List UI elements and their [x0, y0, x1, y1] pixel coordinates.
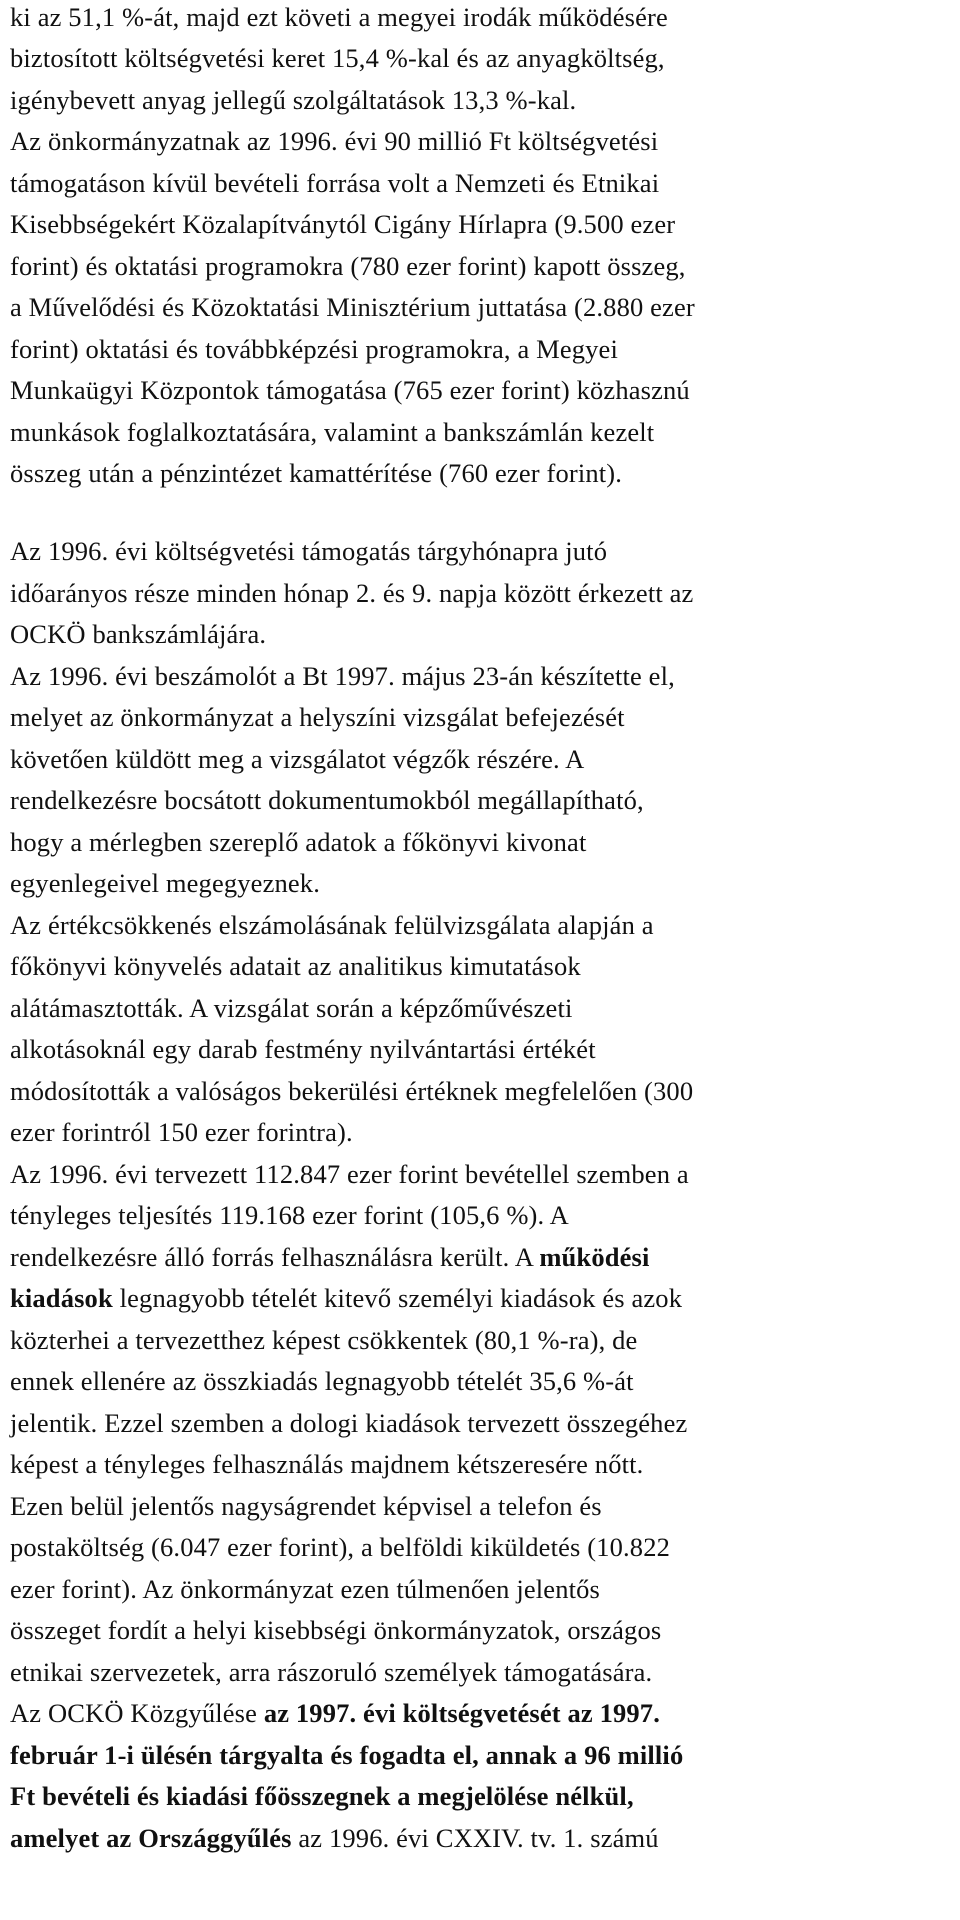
text-line: [10, 1700, 660, 1727]
text-line: [10, 1617, 661, 1644]
text-line: [10, 1825, 659, 1852]
text-line: [10, 746, 584, 773]
text-run: főkönyvi könyvelés adatait az analitikus kimutatások: [10, 951, 581, 981]
text-run: postaköltség (6.047 ezer forint), a belföldi kiküldetés (10.822: [10, 1532, 671, 1562]
text-line: [10, 1783, 634, 1810]
text-run: Az 1996. évi beszámolót a Bt 1997. május 23-án készítette el,: [10, 661, 675, 691]
text-run: OCKÖ bankszámlájára.: [10, 619, 267, 649]
bold-text-run: amelyet az Országgyűlés: [10, 1823, 292, 1853]
text-run: módosították a valóságos bekerülési értéknek megfelelően (300: [10, 1076, 694, 1106]
text-run: ezer forint). Az önkormányzat ezen túlmenően jelentős: [10, 1574, 600, 1604]
text-run: Az 1996. évi költségvetési támogatás tárgyhónapra jutó: [10, 536, 608, 566]
text-line: [10, 1285, 682, 1312]
text-run: rendelkezésre bocsátott dokumentumokból megállapítható,: [10, 785, 644, 815]
text-line: [10, 538, 607, 565]
bold-text-run: Ft bevételi és kiadási főösszegnek a megjelölése nélkül,: [10, 1781, 634, 1811]
text-line: [10, 1119, 353, 1146]
text-line: [10, 1078, 693, 1105]
text-run: ennek ellenére az összkiadás legnagyobb tételét 35,6 %-át: [10, 1366, 634, 1396]
text-run: ezer forintról 150 ezer forintra).: [10, 1117, 353, 1147]
text-run: jelentik. Ezzel szemben a dologi kiadások tervezett összegéhez: [10, 1408, 688, 1438]
text-run: legnagyobb tételét kitevő személyi kiadások és azok: [112, 1283, 683, 1313]
text-run: egyenlegeivel megegyeznek.: [10, 868, 320, 898]
text-run: tényleges teljesítés 119.168 ezer forint (105,6 %). A: [10, 1200, 569, 1230]
text-run: Az önkormányzatnak az 1996. évi 90 millió Ft költségvetési: [10, 126, 659, 156]
text-run: forint) oktatási és továbbképzési programokra, a Megyei: [10, 334, 618, 364]
text-line: [10, 621, 266, 648]
text-run: az 1996. évi CXXIV. tv. 1. számú: [291, 1823, 659, 1853]
text-line: [10, 995, 572, 1022]
bold-text-run: működési: [539, 1242, 650, 1272]
text-line: [10, 1327, 637, 1354]
text-run: Munkaügyi Központok támogatása (765 ezer forint) közhasznú: [10, 375, 690, 405]
text-run: igénybevett anyag jellegű szolgáltatások 13,3 %-kal.: [10, 85, 577, 115]
text-run: Az értékcsökkenés elszámolásának felülvizsgálata alapján a: [10, 910, 654, 940]
text-run: közterhei a tervezetthez képest csökkentek (80,1 %-ra), de: [10, 1325, 638, 1355]
text-line: [10, 377, 690, 404]
text-line: [10, 953, 581, 980]
text-run: összeg után a pénzintézet kamattérítése (760 ezer forint).: [10, 458, 623, 488]
text-line: [10, 787, 644, 814]
text-line: [10, 1534, 670, 1561]
text-run: rendelkezésre álló forrás felhasználásra került. A: [10, 1242, 540, 1272]
text-line: [10, 829, 586, 856]
text-run: etnikai szervezetek, arra rászoruló személyek támogatására.: [10, 1657, 653, 1687]
text-run: a Művelődési és Közoktatási Minisztérium juttatása (2.880 ezer: [10, 292, 695, 322]
text-run: összeget fordít a helyi kisebbségi önkormányzatok, országos: [10, 1615, 662, 1645]
text-run: követően küldött meg a vizsgálatot végzők részére. A: [10, 744, 585, 774]
text-line: [10, 912, 654, 939]
text-line: [10, 1576, 600, 1603]
bold-text-run: az 1997. évi költségvetését az 1997.: [263, 1698, 660, 1728]
text-line: [10, 663, 675, 690]
text-line: [10, 580, 693, 607]
text-line: [10, 211, 675, 238]
text-line: [10, 128, 658, 155]
text-line: [10, 1036, 596, 1063]
text-run: forint) és oktatási programokra (780 ezer forint) kapott összeg,: [10, 251, 686, 281]
text-line: [10, 1244, 650, 1271]
text-line: [10, 45, 665, 72]
text-line: [10, 4, 668, 31]
text-line: [10, 294, 695, 321]
text-run: melyet az önkormányzat a helyszíni vizsgálat befejezését: [10, 702, 625, 732]
text-line: [10, 460, 622, 487]
bold-text-run: kiadások: [10, 1283, 113, 1313]
text-run: alátámasztották. A vizsgálat során a képzőművészeti: [10, 993, 573, 1023]
text-line: [10, 87, 576, 114]
text-line: [10, 1410, 687, 1437]
text-line: [10, 1659, 652, 1686]
text-run: hogy a mérlegben szereplő adatok a főkönyvi kivonat: [10, 827, 587, 857]
text-run: Az OCKÖ Közgyűlése: [10, 1698, 264, 1728]
text-line: [10, 419, 654, 446]
text-run: biztosított költségvetési keret 15,4 %-kal és az anyagköltség,: [10, 43, 665, 73]
text-run: ki az 51,1 %-át, majd ezt követi a megyei irodák működésére: [10, 2, 668, 32]
text-run: alkotásoknál egy darab festmény nyilvántartási értékét: [10, 1034, 596, 1064]
text-line: [10, 704, 625, 731]
text-run: Kisebbségekért Közalapítványtól Cigány Hírlapra (9.500 ezer: [10, 209, 676, 239]
bold-text-run: február 1-i ülésén tárgyalta és fogadta el, annak a 96 millió: [10, 1740, 684, 1770]
text-line: [10, 1161, 689, 1188]
text-run: képest a tényleges felhasználás majdnem kétszeresére nőtt.: [10, 1449, 644, 1479]
text-run: Az 1996. évi tervezett 112.847 ezer forint bevétellel szemben a: [10, 1159, 689, 1189]
text-line: [10, 870, 320, 897]
text-run: támogatáson kívül bevételi forrása volt a Nemzeti és Etnikai: [10, 168, 660, 198]
text-run: Ezen belül jelentős nagyságrendet képvisel a telefon és: [10, 1491, 602, 1521]
text-line: [10, 1368, 634, 1395]
text-line: [10, 170, 659, 197]
text-line: [10, 253, 686, 280]
text-line: [10, 1493, 602, 1520]
text-line: [10, 1202, 569, 1229]
text-run: munkások foglalkoztatására, valamint a bankszámlán kezelt: [10, 417, 655, 447]
text-line: [10, 1742, 683, 1769]
text-line: [10, 336, 618, 363]
text-line: [10, 1451, 643, 1478]
text-run: időarányos része minden hónap 2. és 9. napja között érkezett az: [10, 578, 694, 608]
